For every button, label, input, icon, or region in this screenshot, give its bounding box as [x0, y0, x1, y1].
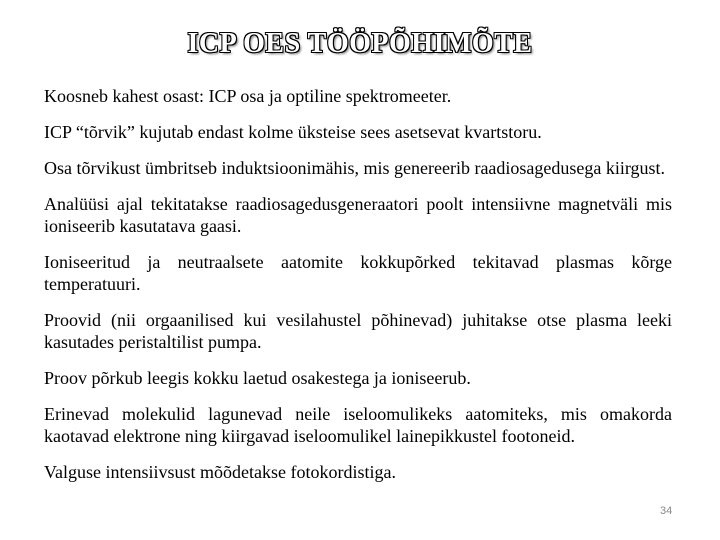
paragraph-3: Osa tõrvikust ümbritseb induktsioonimähis, mis genereerib raadiosagedusega kiirgust. [44, 158, 666, 178]
slide-body [44, 85, 672, 497]
slide-title: ICP OES TÖÖPÕHIMÕTE [187, 28, 533, 59]
paragraph-5: Ioniseeritud ja neutraalsete aatomite kokkupõrked tekitavad plasmas kõrge temperatuuri. [44, 252, 672, 294]
paragraph-7: Proov põrkub leegis kokku laetud osakestega ja ioniseerub. [44, 368, 471, 388]
paragraph-4: Analüüsi ajal tekitatakse raadiosagedusgeneraatori poolt intensiivne magnetväli mis ioniseerib kasutatava gaasi. [44, 194, 672, 236]
page-number: 34 [660, 505, 673, 517]
paragraph-1: Koosneb kahest osast: ICP osa ja optiline spektromeeter. [44, 86, 452, 106]
paragraph-2: ICP “tõrvik” kujutab endast kolme üksteise sees asetsevat kvartstoru. [44, 122, 542, 142]
paragraph-8: Erinevad molekulid lagunevad neile iseloomulikeks aatomiteks, mis omakorda kaotavad elektrone ning kiirgavad iseloomulikel lainepikkustel footoneid. [44, 404, 672, 446]
paragraph-6: Proovid (nii orgaanilised kui vesilahustel põhinevad) juhitakse otse plasma leeki kasutades peristaltilist pumpa. [44, 310, 672, 352]
paragraph-9: Valguse intensiivsust mõõdetakse fotokordistiga. [44, 462, 396, 482]
